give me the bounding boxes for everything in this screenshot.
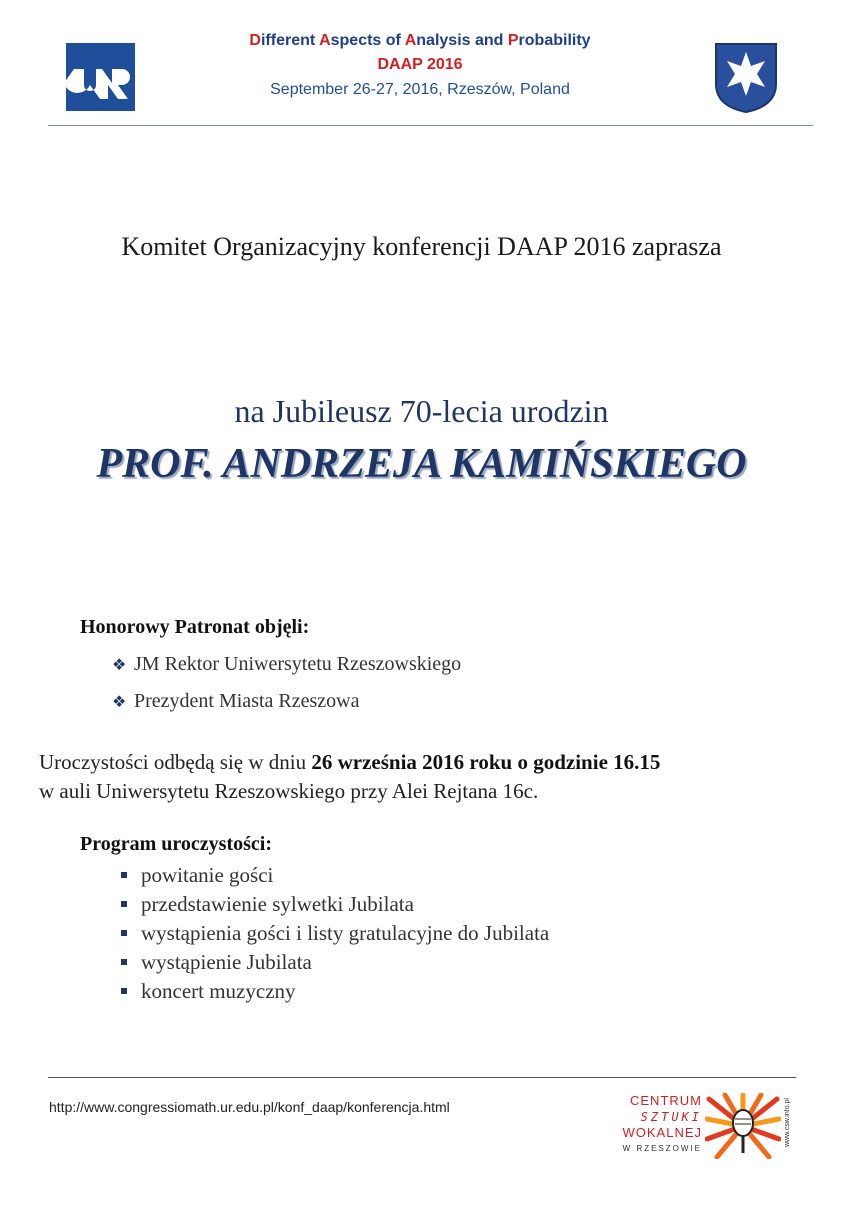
square-bullet-icon [121,901,127,907]
title-fragment: D [249,32,261,49]
title-fragment: robability [518,32,591,49]
ur-logo [66,43,135,111]
honoree-name: PROF. ANDRZEJA KAMIŃSKIEGO [96,441,747,487]
program-item: koncert muzyczny [121,979,296,1004]
crest-logo [714,42,778,114]
csw-logo-text: CENTRUM SZTUKI WOKALNEJ W RZESZOWIE [622,1093,702,1153]
conference-date-place: September 26-27, 2016, Rzeszów, Poland [270,81,570,98]
jubilee-line: na Jubileusz 70-lecia urodzin [234,393,609,429]
program-item: powitanie gości [121,863,273,888]
cross-crest-icon [714,42,778,114]
square-bullet-icon [121,959,127,965]
header-divider [48,125,813,126]
microphone-logo-icon [705,1093,781,1159]
square-bullet-icon [121,988,127,994]
title-fragment: ifferent [260,32,320,49]
conference-title [150,32,690,50]
square-bullet-icon [121,930,127,936]
program-item: przedstawienie sylwetki Jubilata [121,892,414,917]
program-heading: Program uroczystości: [80,833,272,855]
diamond-bullet-icon: ❖ [112,692,127,711]
invitation-line: Komitet Organizacyjny konferencji DAAP 2016 zaprasza [121,232,722,261]
title-fragment: A [404,32,417,49]
patronage-item: ❖ JM Rektor Uniwersytetu Rzeszowskiego [112,653,462,675]
conference-acronym: DAAP 2016 [377,56,463,73]
csw-website: www.csw.info.pl [784,1098,791,1148]
program-item: wystąpienia gości i listy gratulacyjne do Jubilata [121,921,549,946]
conference-url[interactable]: http://www.congressiomath.ur.edu.pl/konf_daap/konferencja.html [49,1099,450,1115]
square-bullet-icon [121,872,127,878]
patronage-item: ❖ Prezydent Miasta Rzeszowa [112,690,360,712]
title-fragment: A [319,32,331,49]
event-time-line: Uroczystości odbędą się w dniu 26 września 2016 roku o godzinie 16.15 [39,750,661,774]
event-date-time: 26 września 2016 roku o godzinie 16.15 [311,750,661,774]
patronage-heading: Honorowy Patronat objęli: [80,616,310,638]
title-fragment: nalysis and [416,32,508,49]
program-item: wystąpienie Jubilata [121,950,312,975]
event-venue-line: w auli Uniwersytetu Rzeszowskiego przy Alei Rejtana 16c. [39,779,539,803]
title-fragment: spects of [330,32,405,49]
ur-logo-mark [66,43,135,111]
footer-divider [48,1077,796,1078]
title-fragment: P [507,32,519,49]
diamond-bullet-icon: ❖ [112,655,127,674]
